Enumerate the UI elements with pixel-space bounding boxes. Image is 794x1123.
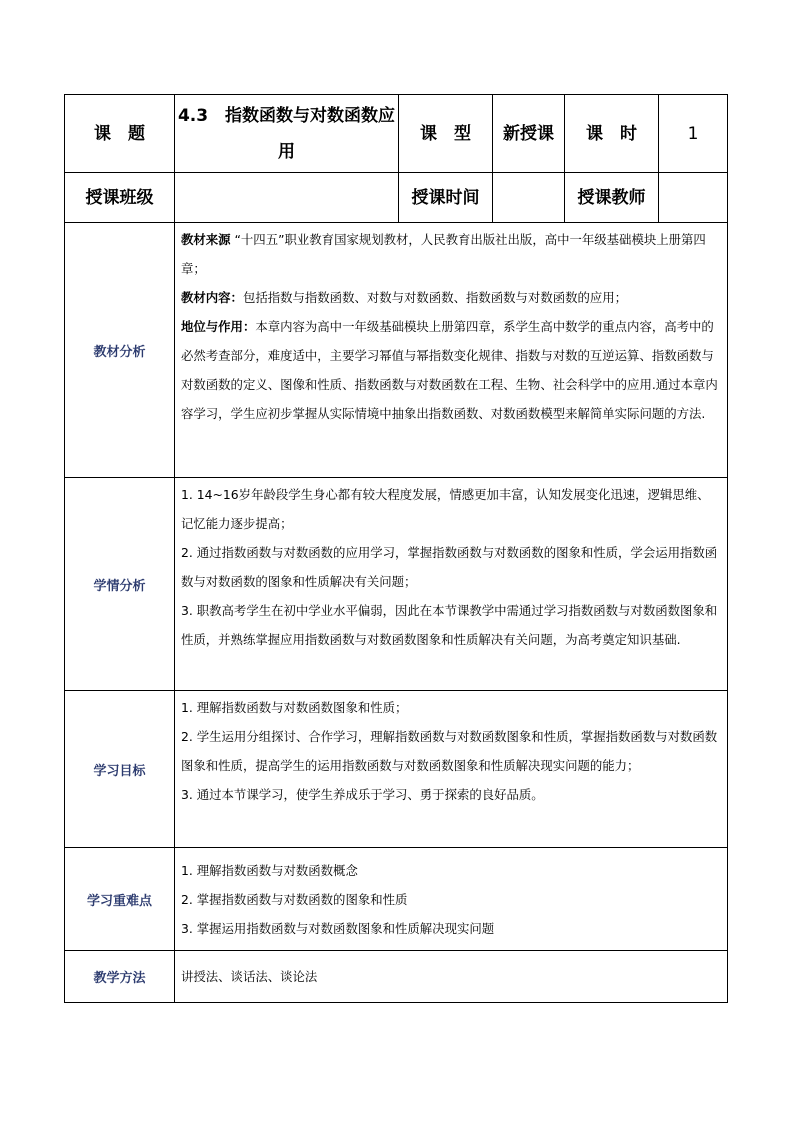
teaching-methods-content: [175, 951, 728, 1003]
key-points-row: [65, 848, 728, 951]
key-points-label: 学习重难点: [65, 848, 175, 951]
learning-goals-content: [175, 691, 728, 848]
student-analysis-row: [65, 478, 728, 691]
textbook-position-text: 本章内容为高中一年级基础模块上册第四章，系学生高中数学的重点内容，高考中的必然考查部分，难度适中，主要学习幂值与幂指数变化规律、指数与对数的互逆运算、指数函数与对数函数的定义、图像和性质、指数函数与对数函数在工程、生物、社会科学中的应用.通过本章内容学习，学生应初步掌握从实际情境中抽象出指数函数、对数函数模型来解简单实际问题的方法.: [181, 319, 718, 421]
textbook-source: [181, 225, 721, 283]
key-point-item: 3. 掌握运用指数函数与对数函数图象和性质解决现实问题: [181, 920, 495, 936]
key-point-item: 2. 掌握指数函数与对数函数的图象和性质: [181, 891, 408, 907]
textbook-content: [181, 283, 721, 312]
key-point-item: 1. 理解指数函数与对数函数概念: [181, 862, 358, 878]
teaching-methods-row: [65, 951, 728, 1003]
type-value: 新授课: [493, 95, 565, 173]
textbook-content-text: 包括指数与指数函数、对数与对数函数、指数函数与对数函数的应用；: [242, 290, 628, 305]
type-label: 课 型: [399, 95, 493, 173]
student-analysis-item: 2. 通过指数函数与对数函数的应用学习，掌握指数函数与对数函数的图象和性质，学会运用指数函数与对数函数的图象和性质解决有关问题；: [181, 545, 718, 589]
learning-goals-row: [65, 691, 728, 848]
learning-goals-label: 学习目标: [65, 691, 175, 848]
learning-goal-item: 1. 理解指数函数与对数函数图象和性质；: [181, 700, 408, 715]
student-analysis-label: 学情分析: [65, 478, 175, 691]
student-analysis-item: 3. 职教高考学生在初中学业水平偏弱，因此在本节课教学中需通过学习指数函数与对数函数图象和性质，并熟练掌握应用指数函数与对数函数图象和性质解决有关问题，为高考奠定知识基础.: [181, 603, 718, 647]
textbook-position: [181, 312, 721, 428]
hours-label: 课 时: [565, 95, 659, 173]
textbook-source-label: 教材来源: [181, 232, 231, 247]
textbook-position-label: 地位与作用：: [181, 319, 256, 334]
teaching-methods-label: 教学方法: [65, 951, 175, 1003]
lesson-plan-table: [64, 94, 728, 1003]
teaching-methods-text: 讲授法、谈话法、谈论法: [181, 969, 318, 984]
key-points-content: [175, 848, 728, 951]
textbook-source-text: “十四五”职业教育国家规划教材，人民教育出版社出版，高中一年级基础模块上册第四章；: [181, 232, 706, 276]
teacher-value[interactable]: [659, 173, 728, 223]
hours-value: 1: [659, 95, 728, 173]
textbook-analysis-content: [175, 223, 728, 478]
learning-goal-item: 2. 学生运用分组探讨、合作学习，理解指数函数与对数函数图象和性质，掌握指数函数与对数函数图象和性质，提高学生的运用指数函数与对数函数图象和性质解决现实问题的能力；: [181, 729, 718, 773]
learning-goal-item: 3. 通过本节课学习，使学生养成乐于学习、勇于探索的良好品质。: [181, 787, 544, 802]
student-analysis-item: 1. 14~16岁年龄段学生身心都有较大程度发展，情感更加丰富，认知发展变化迅速，逻辑思维、记忆能力逐步提高；: [181, 487, 710, 531]
time-value[interactable]: [493, 173, 565, 223]
class-label: 授课班级: [65, 173, 175, 223]
textbook-content-label: 教材内容：: [181, 290, 243, 305]
time-label: 授课时间: [399, 173, 493, 223]
class-value[interactable]: [175, 173, 399, 223]
lesson-title: 4.3 指数函数与对数函数应用: [175, 95, 399, 173]
student-analysis-content: [175, 478, 728, 691]
textbook-analysis-row: [65, 223, 728, 478]
header-row-2: [65, 173, 728, 223]
textbook-analysis-label: 教材分析: [65, 223, 175, 478]
teacher-label: 授课教师: [565, 173, 659, 223]
header-row-1: [65, 95, 728, 173]
subject-label: 课 题: [65, 95, 175, 173]
